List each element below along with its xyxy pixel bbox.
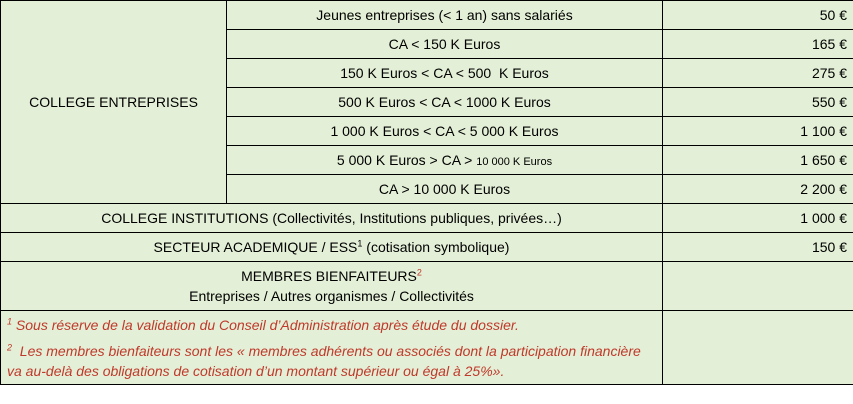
tier-label	[227, 146, 663, 175]
college-institutions-amount: 1 000 €	[663, 204, 853, 233]
table-row	[1, 204, 853, 233]
tier-amount: 275 €	[663, 59, 853, 88]
college-institutions-label: COLLEGE INSTITUTIONS (Collectivités, Institutions publiques, privées…)	[1, 204, 663, 233]
tier-amount: 1 650 €	[663, 146, 853, 175]
tier-amount: 550 €	[663, 88, 853, 117]
tier-label: CA > 10 000 K Euros	[227, 175, 663, 204]
secteur-academique-label	[1, 233, 663, 262]
footnote-text: Les membres bienfaiteurs sont les « membres adhérents ou associés dont la participation financière va au-delà des obligations de cotisation d’un montant supérieur ou égal à 25%».	[7, 342, 645, 379]
membres-bienfaiteurs-cell	[1, 262, 663, 311]
table-row	[1, 262, 853, 311]
footnote-number: 2	[7, 341, 13, 352]
membres-bienfaiteurs-subtitle: Entreprises / Autres organismes / Collectivités	[189, 287, 474, 304]
table-row	[1, 1, 853, 30]
tier-amount: 2 200 €	[663, 175, 853, 204]
tier-label-main: 5 000 K Euros > CA >	[336, 152, 477, 168]
footnotes-cell	[1, 311, 663, 385]
tier-label: 1 000 K Euros < CA < 5 000 K Euros	[227, 117, 663, 146]
footnote-ref: 1	[357, 238, 363, 249]
membres-bienfaiteurs-amount	[663, 262, 853, 311]
tier-label: 500 K Euros < CA < 1000 K Euros	[227, 88, 663, 117]
college-entreprises-label: COLLEGE ENTREPRISES	[1, 1, 227, 204]
tier-label: Jeunes entreprises (< 1 an) sans salariés	[227, 1, 663, 30]
footnote-number: 1	[7, 315, 13, 326]
tier-amount: 165 €	[663, 30, 853, 59]
tier-amount: 50 €	[663, 1, 853, 30]
footnote	[7, 341, 656, 381]
tier-label-small: 10 000 K Euros	[476, 156, 553, 168]
secteur-academique-text: SECTEUR ACADEMIQUE / ESS	[153, 239, 358, 255]
footnote-ref: 2	[416, 266, 422, 277]
table-row	[1, 311, 853, 385]
tier-label: CA < 150 K Euros	[227, 30, 663, 59]
footnote-text: Sous réserve de la validation du Conseil d’Administration après étude du dossier.	[12, 316, 519, 333]
tier-label: 150 K Euros < CA < 500 K Euros	[227, 59, 663, 88]
footnotes-empty-cell	[663, 311, 853, 385]
membres-bienfaiteurs-label: MEMBRES BIENFAITEURS	[241, 267, 417, 284]
table-row	[1, 233, 853, 262]
secteur-academique-note: (cotisation symbolique)	[362, 239, 510, 255]
footnote	[7, 315, 656, 335]
tier-amount: 1 100 €	[663, 117, 853, 146]
secteur-academique-amount: 150 €	[663, 233, 853, 262]
